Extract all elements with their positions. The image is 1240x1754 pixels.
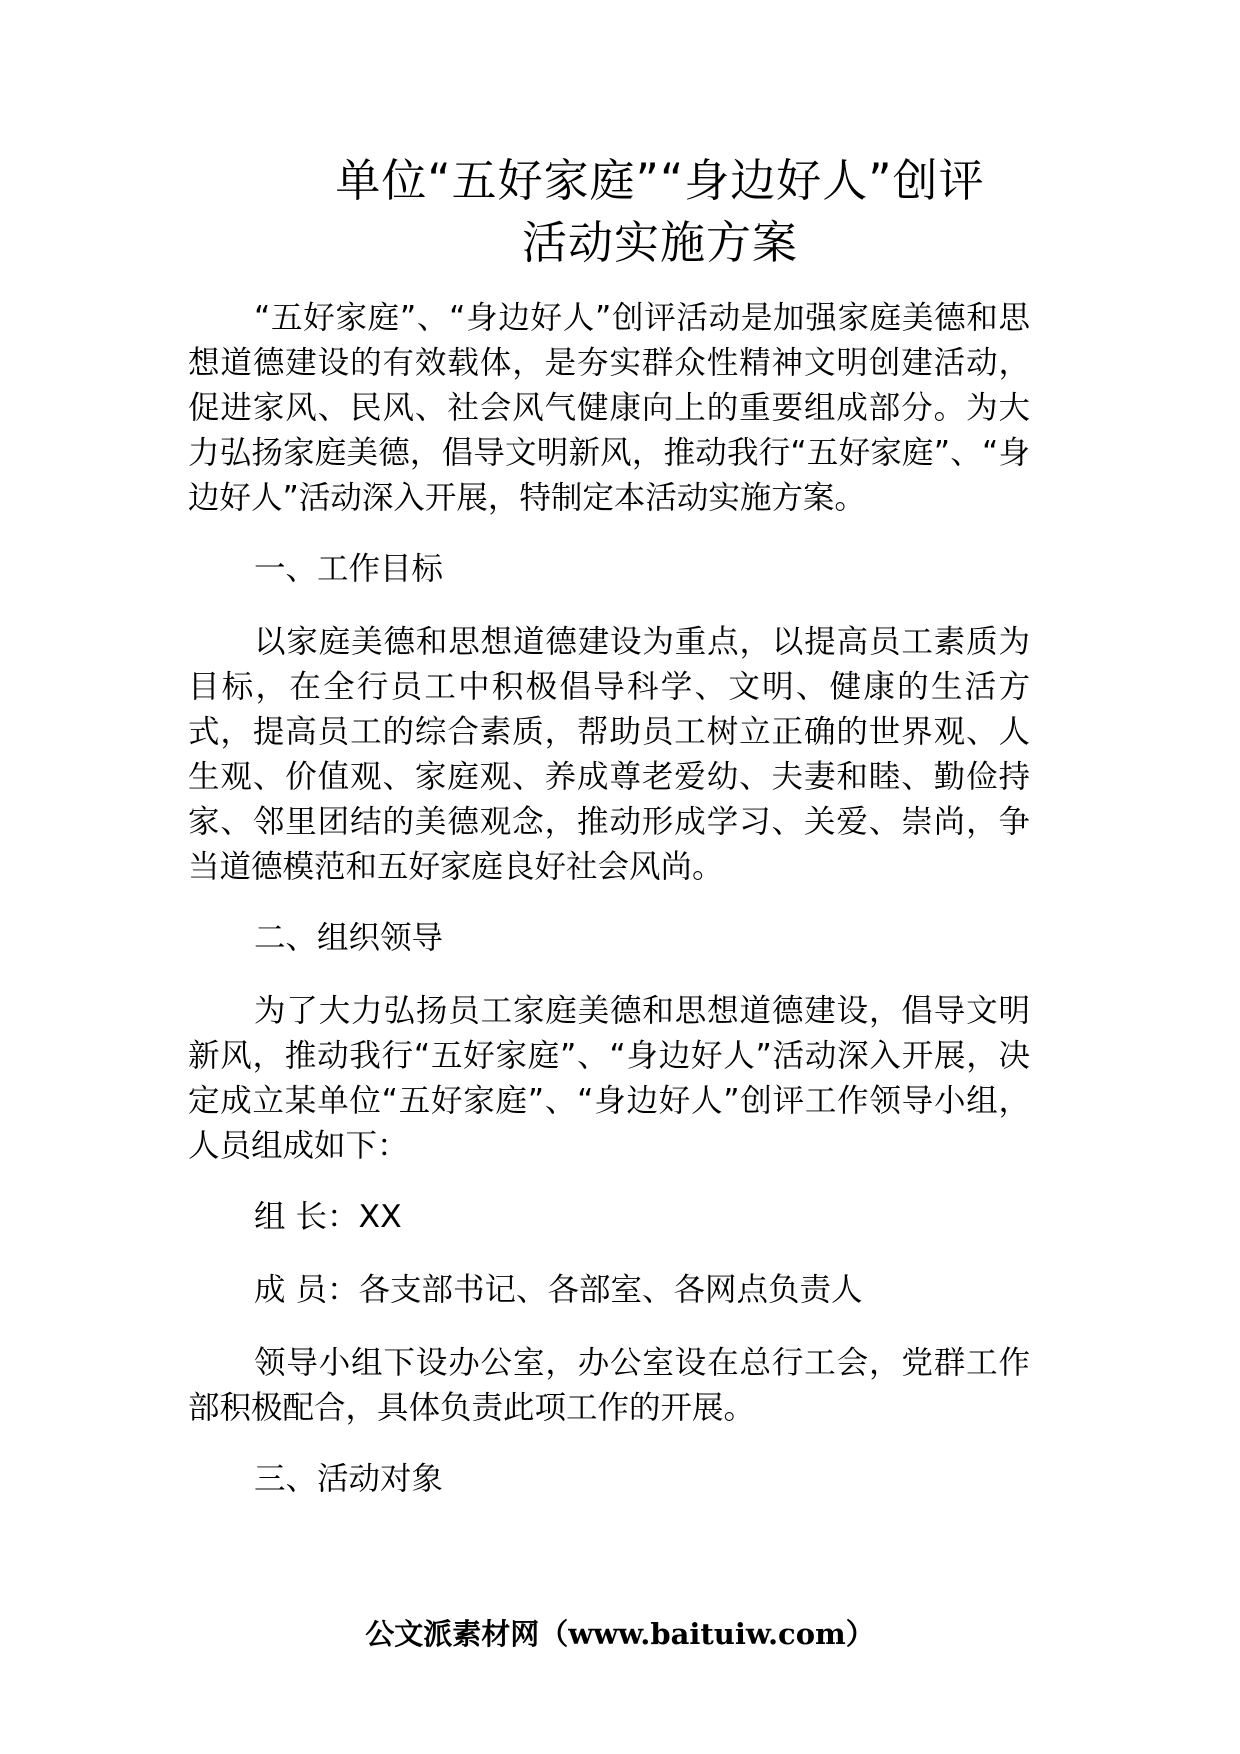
document-body	[188, 296, 1030, 1530]
section-heading-goals: 一、工作目标	[254, 551, 444, 587]
title-line-1: 单位“五好家庭”“身边好人”创评	[335, 154, 985, 207]
footer-watermark: 公文派素材网（www.baituiw.com）	[365, 1617, 875, 1651]
organization-paragraph: 为了大力弘扬员工家庭美德和思想道德建设，倡导文明新风，推动我行“五好家庭”、“身边好人”活动深入开展，决定成立某单位“五好家庭”、“身边好人”创评工作领导小组，人员组成如下：	[188, 993, 1030, 1164]
section-heading-organization: 二、组织领导	[254, 920, 444, 956]
members-line: 成 员：各支部书记、各部室、各网点负责人	[254, 1272, 863, 1308]
intro-paragraph: “五好家庭”、“身边好人”创评活动是加强家庭美德和思想道德建设的有效载体，是夯实群众性精神文明创建活动，促进家风、民风、社会风气健康向上的重要组成部分。为大力弘扬家庭美德，倡导文明新风，推动我行“五好家庭”、“身边好人”活动深入开展，特制定本活动实施方案。	[188, 300, 1030, 516]
goals-paragraph: 以家庭美德和思想道德建设为重点，以提高员工素质为目标，在全行员工中积极倡导科学、文明、健康的生活方式，提高员工的综合素质，帮助员工树立正确的世界观、人生观、价值观、家庭观、养成尊老爱幼、夫妻和睦、勤俭持家、邻里团结的美德观念，推动形成学习、关爱、崇尚，争当道德模范和五好家庭良好社会风尚。	[188, 624, 1030, 885]
document-title	[240, 150, 1080, 274]
section-heading-targets: 三、活动对象	[254, 1461, 444, 1497]
title-line-2: 活动实施方案	[521, 216, 798, 269]
office-paragraph: 领导小组下设办公室，办公室设在总行工会，党群工作部积极配合，具体负责此项工作的开展。	[188, 1345, 1030, 1426]
leader-line: 组 长：XX	[254, 1199, 402, 1235]
